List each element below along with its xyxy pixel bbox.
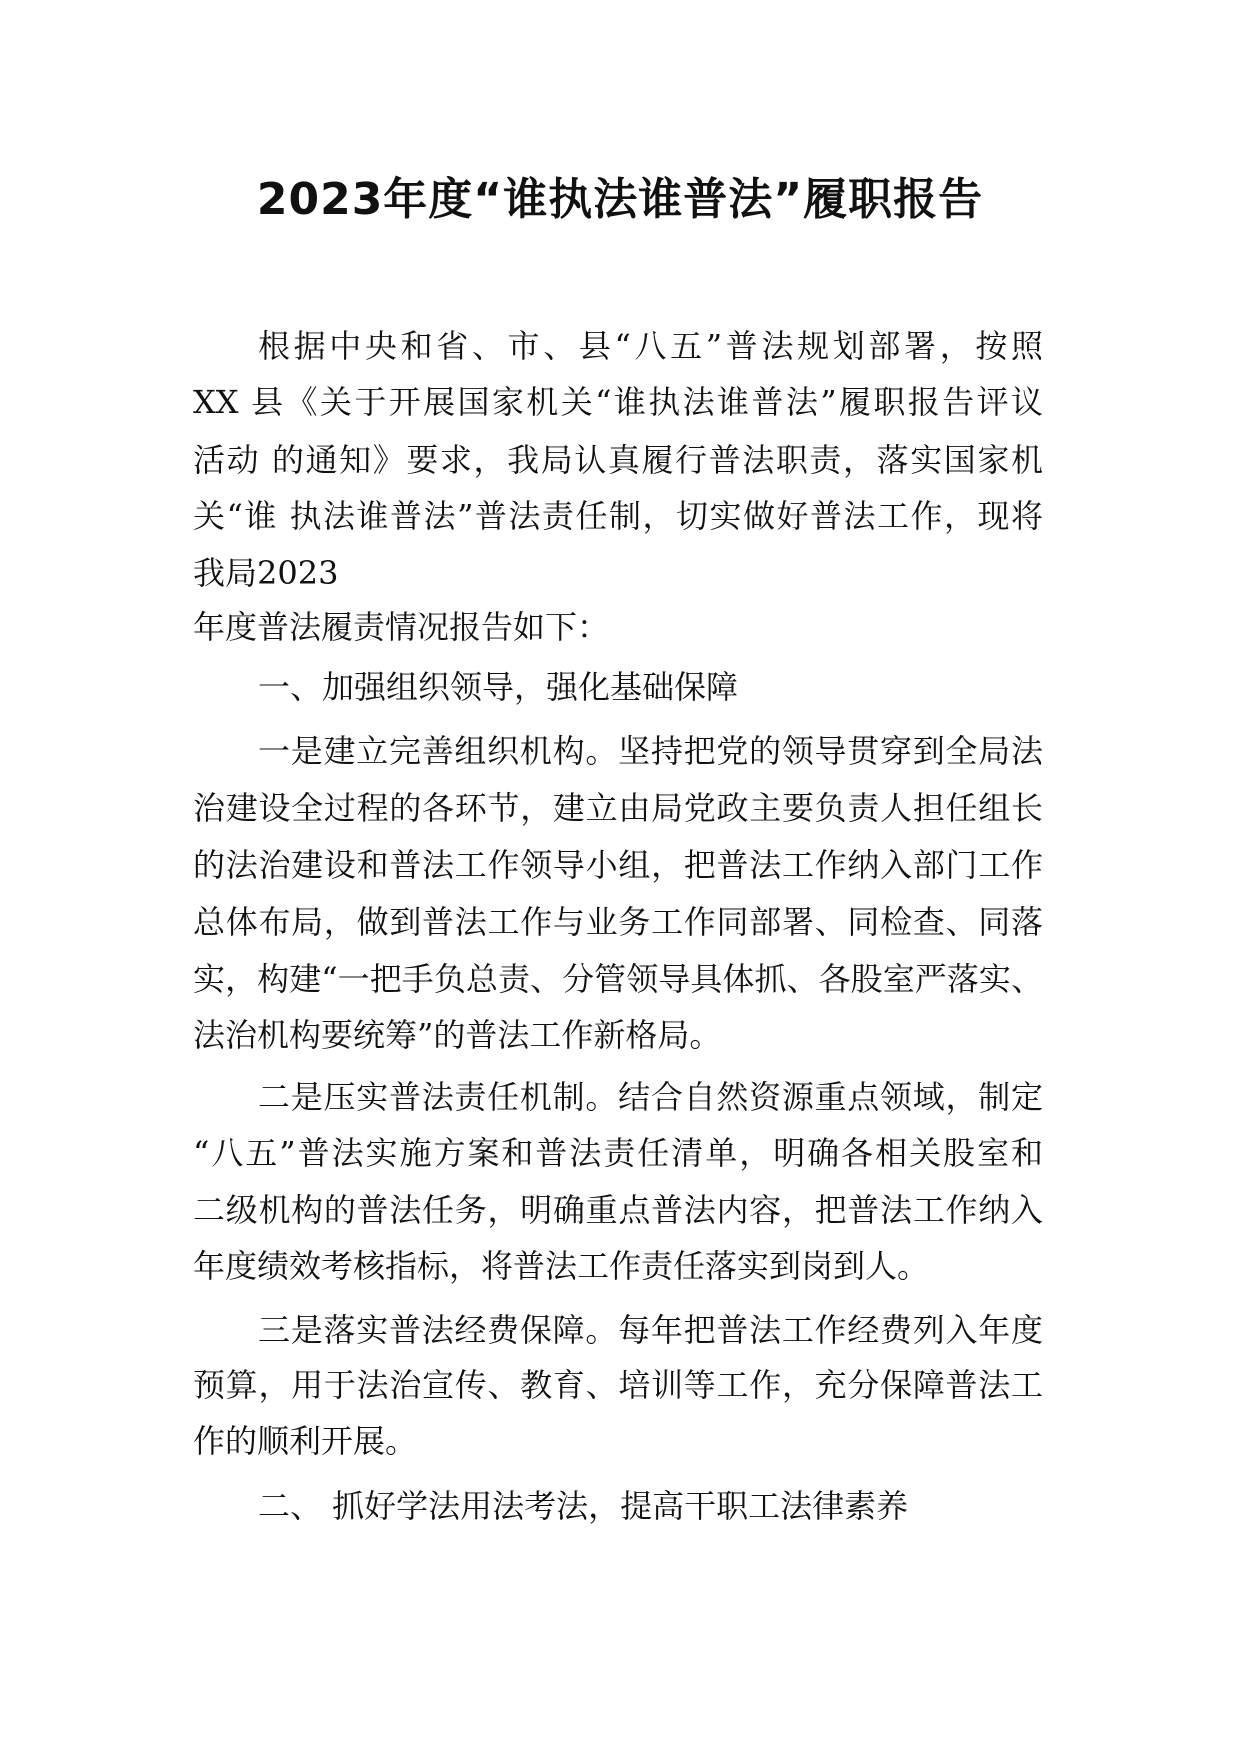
paragraph-line: XX 县《关于开展国家机关“谁执法谁普法”履职报告评议 (193, 383, 1043, 421)
paragraph-line: “八五”普法实施方案和普法责任清单，明确各相关股室和 (193, 1134, 1043, 1172)
section-heading: 二、 抓好学法用法考法，提高干职工法律素养 (258, 1487, 909, 1525)
paragraph-line: 治建设全过程的各环节，建立由局党政主要负责人担任组长 (193, 789, 1043, 827)
document-title: 2023年度“谁执法谁普法”履职报告 (256, 174, 984, 225)
paragraph-line: 三是落实普法经费保障。每年把普法工作经费列入年度 (258, 1311, 1043, 1349)
paragraph-line: 实，构建“一把手负总责、分管领导具体抓、各股室严落实、 (193, 960, 1043, 998)
paragraph-line: 活动 的通知》要求，我局认真履行普法职责，落实国家机 (193, 441, 1043, 479)
paragraph-line: 的法治建设和普法工作领导小组，把普法工作纳入部门工作 (193, 846, 1043, 884)
paragraph-line: 二是压实普法责任机制。结合自然资源重点领域，制定 (258, 1078, 1043, 1116)
paragraph-line: 法治机构要统筹”的普法工作新格局。 (193, 1016, 722, 1054)
paragraph-line: 年度绩效考核指标，将普法工作责任落实到岗到人。 (193, 1247, 930, 1285)
paragraph-line: 作的顺利开展。 (193, 1422, 418, 1460)
paragraph-line: 总体布局，做到普法工作与业务工作同部署、同检查、同落 (193, 903, 1043, 941)
section-heading: 一、加强组织领导，强化基础保障 (258, 668, 739, 706)
paragraph-line: 一是建立完善组织机构。坚持把党的领导贯穿到全局法 (258, 732, 1043, 770)
paragraph-line: 预算，用于法治宣传、教育、培训等工作，充分保障普法工 (193, 1366, 1043, 1404)
paragraph-line: 年度普法履责情况报告如下： (193, 608, 610, 646)
paragraph-line: 二级机构的普法任务，明确重点普法内容，把普法工作纳入 (193, 1191, 1043, 1229)
paragraph-line: 根据中央和省、市、县“八五”普法规划部署，按照 (258, 327, 1043, 365)
paragraph-line: 我局2023 (193, 554, 339, 592)
paragraph-line: 关“谁 执法谁普法”普法责任制，切实做好普法工作，现将 (193, 497, 1043, 535)
